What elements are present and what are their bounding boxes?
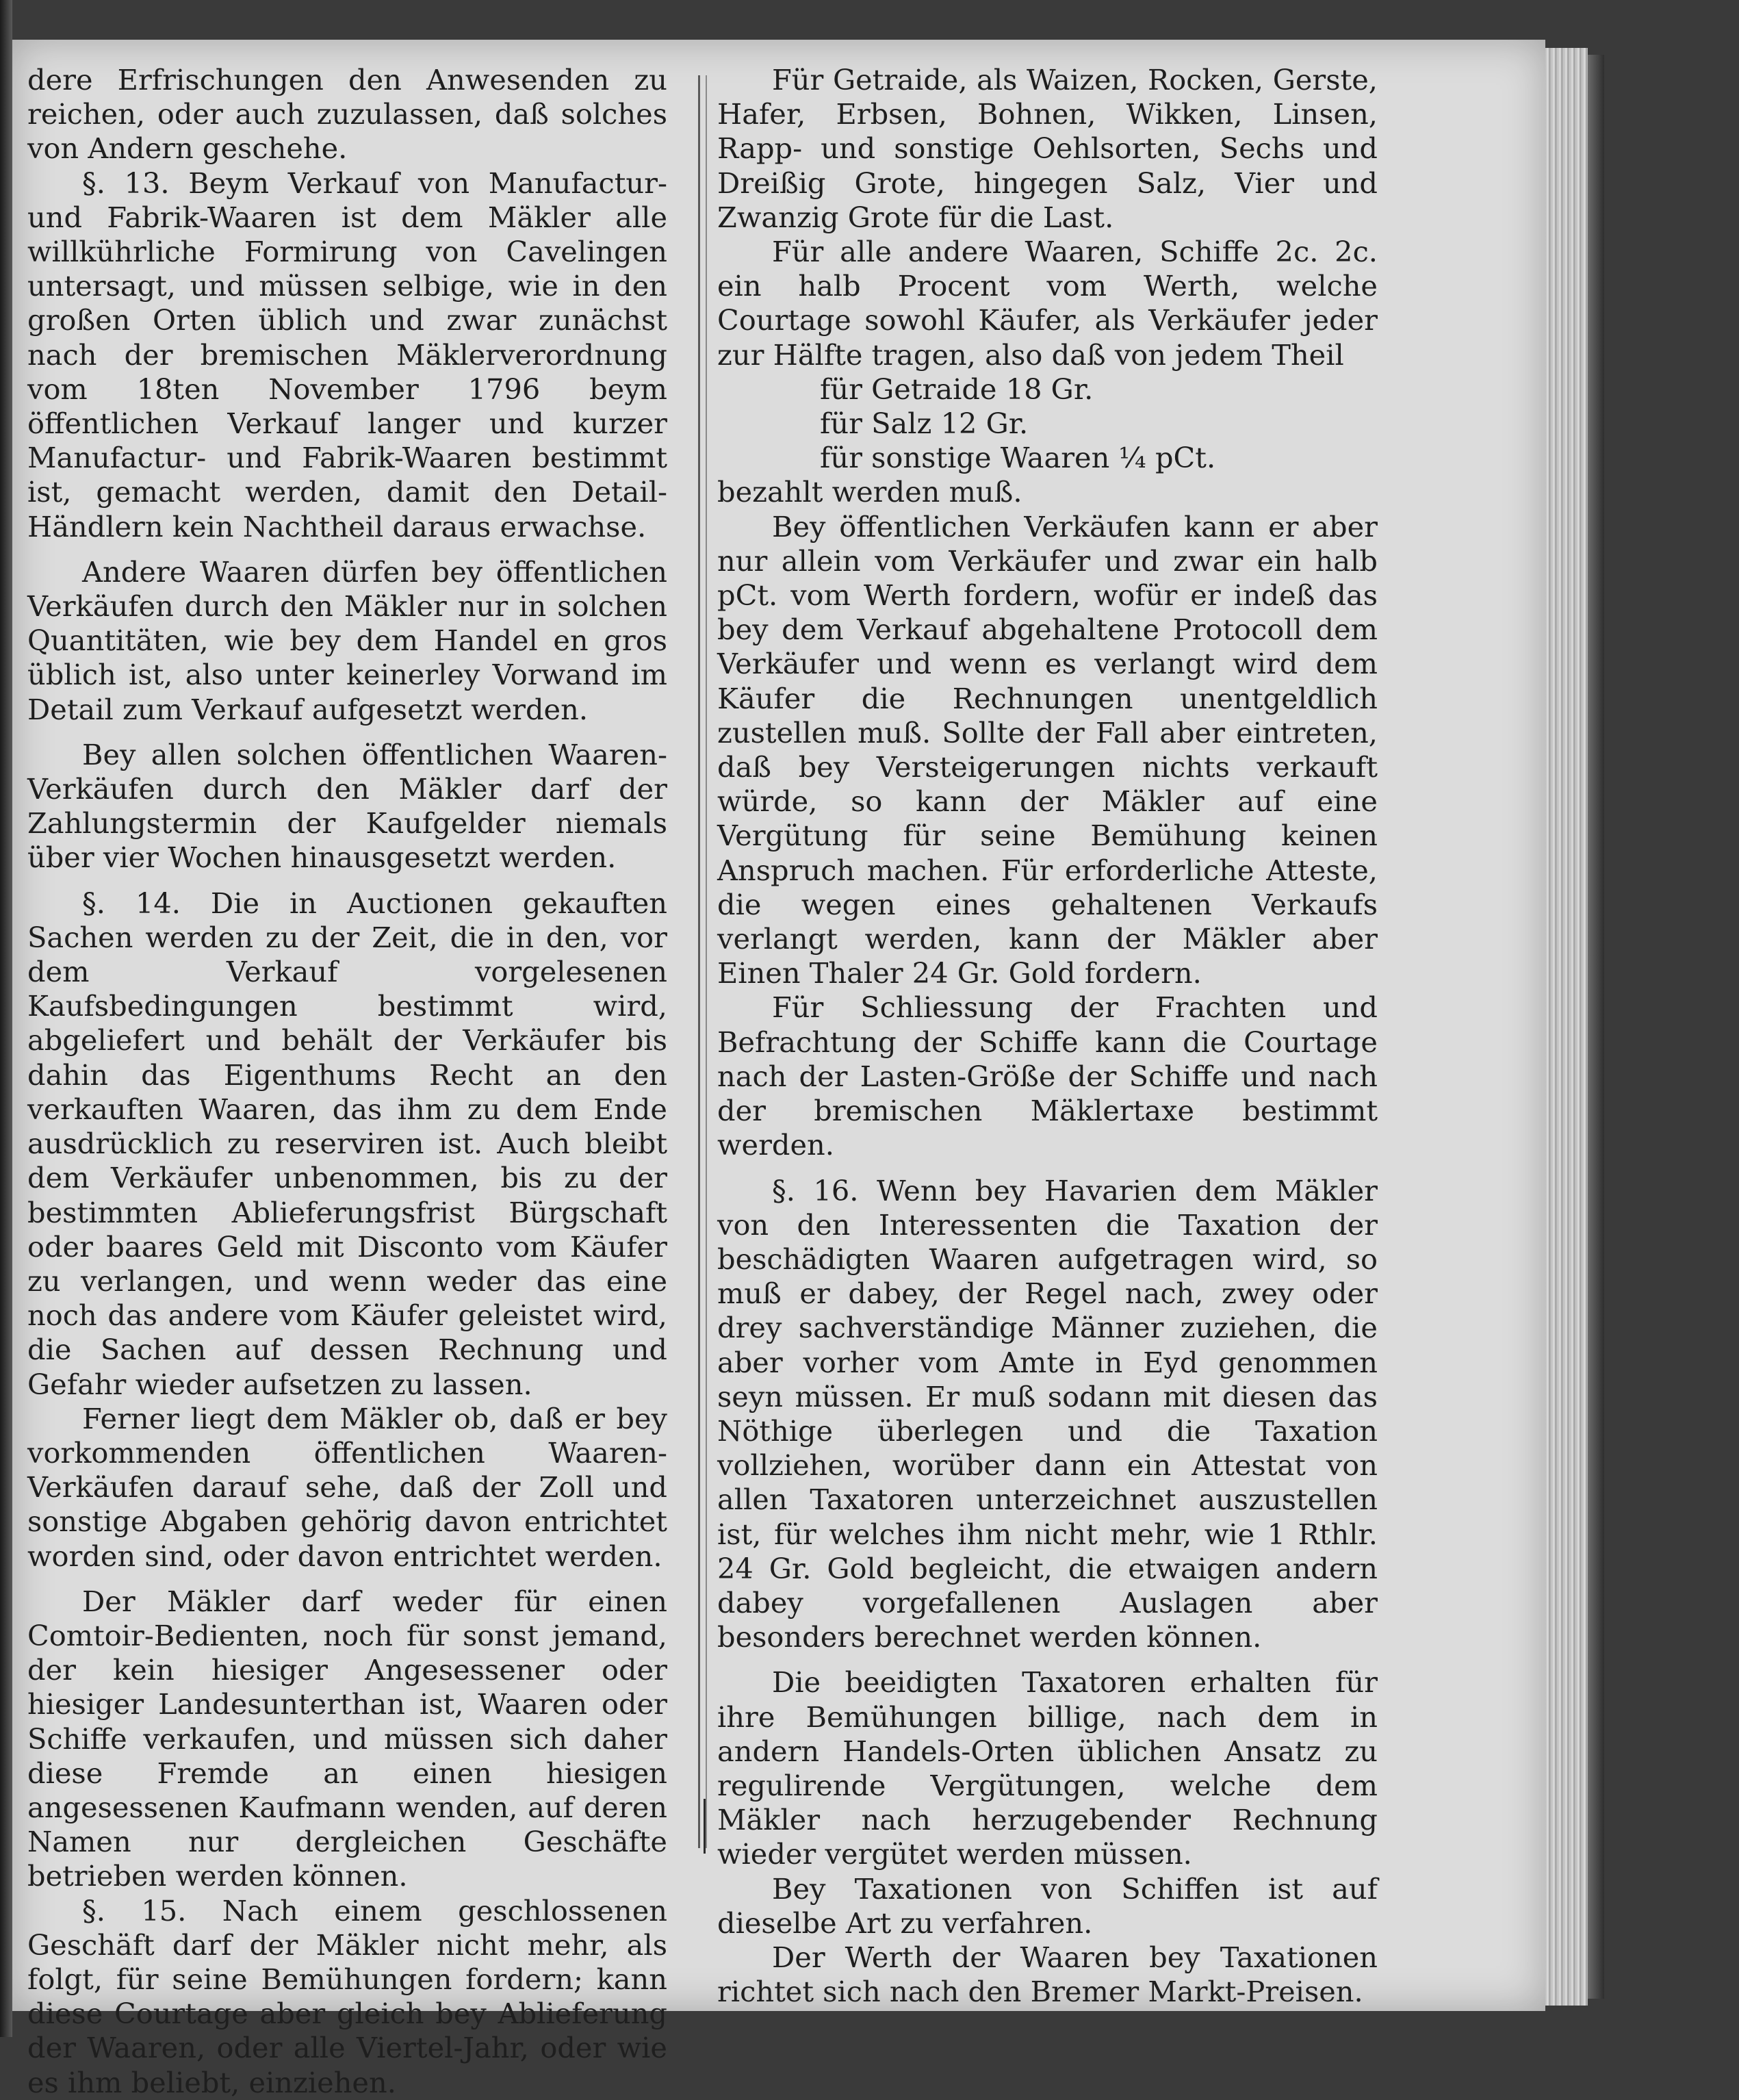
scan-left-edge — [0, 0, 12, 2037]
paragraph: dere Erfrischungen den Anwesenden zu reichen, oder auch zuzulassen, daß solches von Andern geschehe. — [27, 63, 667, 166]
column-divider — [698, 75, 700, 1848]
paragraph: Bey Taxationen von Schiffen ist auf dieselbe Art zu verfahren. — [717, 1871, 1378, 1940]
paragraph: Bey öffentlichen Verkäufen kann er aber nur allein vom Verkäufer und zwar ein halb pCt. vom Werth fordern, wofür er indeß das bey dem Verkauf abgehaltene Protocoll dem Verkäufer und wenn es verlangt wird dem Käufer die Rechnungen unentgeldlich zustellen muß. Sollte der Fall aber eintreten, daß bey Versteigerungen nichts verkauft würde, so kann der Mäkler auf eine Vergütung für seine Bemühung keinen Anspruch machen. Für erforderliche Atteste, die wegen eines gehaltenen Verkaufs verlangt werden, kann der Mäkler aber Einen Thaler 24 Gr. Gold fordern. — [717, 509, 1378, 990]
paragraph: Die beeidigten Taxatoren erhalten für ihre Bemühungen billige, nach dem in andern Handels-Orten üblichen Ansatz zu regulirende Vergütungen, welche dem Mäkler nach herzugebender Rechnung wieder vergütet werden müssen. — [717, 1665, 1378, 1871]
page-stack-edge — [1545, 48, 1588, 2006]
page-stack-shadow — [1588, 55, 1604, 1999]
paragraph: §. 16. Wenn bey Havarien dem Mäkler von den Interessenten die Taxation der beschädigten Waaren aufgetragen wird, so muß er dabey, der Regel nach, zwey oder drey sachverständige Männer zuziehen, die aber vorher vom Amte in Eyd genommen seyn müssen. Er muß sodann mit diesen das Nöthige überlegen und die Taxation vollziehen, worüber dann ein Attestat von allen Taxatoren unterzeichnet auszustellen ist, für welches ihm nicht mehr, wie 1 Rthlr. 24 Gr. Gold begleicht, die etwaigen andern dabey vorgefallenen Auslagen aber besonders berechnet werden können. — [717, 1173, 1378, 1654]
paragraph: für Getraide 18 Gr. — [820, 372, 1094, 406]
paragraph: Für Getraide, als Waizen, Rocken, Gerste, Hafer, Erbsen, Bohnen, Wikken, Linsen, Rapp- und sonstige Oehlsorten, Sechs und Dreißig Grote, hingegen Salz, Vier und Zwanzig Grote für die Last. — [717, 63, 1378, 234]
paragraph: Bey allen solchen öffentlichen Waaren-Verkäufen durch den Mäkler darf der Zahlungstermin der Kaufgelder niemals über vier Wochen hinausgesetzt werden. — [27, 737, 667, 875]
paragraph: bezahlt werden muß. — [717, 475, 1022, 509]
column-divider-secondary — [706, 75, 707, 1848]
paragraph: §. 14. Die in Auctionen gekauften Sachen werden zu der Zeit, die in den, vor dem Verkauf vorgelesenen Kaufsbedingungen bestimmt wird, abgeliefert und behält der Verkäufer bis dahin das Eigenthums Recht an den verkauften Waaren, das ihm zu dem Ende ausdrücklich zu reserviren ist. Auch bleibt dem Verkäufer unbenommen, bis zu der bestimmten Ablieferungsfrist Bürgschaft oder baares Geld mit Disconto vom Käufer zu verlangen, und wenn weder das eine noch das andere vom Käufer geleistet wird, die Sachen auf dessen Rechnung und Gefahr wieder aufsetzen zu lassen. — [27, 886, 667, 1401]
right-text-column — [717, 63, 1378, 2009]
paragraph: Für alle andere Waaren, Schiffe 2c. 2c. ein halb Procent vom Werth, welche Courtage sowohl Käufer, als Verkäufer jeder zur Hälfte tragen, also daß von jedem Theil — [717, 235, 1378, 372]
paragraph: §. 15. Nach einem geschlossenen Geschäft darf der Mäkler nicht mehr, als folgt, für seine Bemühungen fordern; kann diese Courtage aber gleich bey Ablieferung der Waaren, oder alle Viertel-Jahr, oder wie es ihm beliebt, einziehen. — [27, 1893, 667, 2099]
paragraph: §. 13. Beym Verkauf von Manufactur- und Fabrik-Waaren ist dem Mäkler alle willkührliche Formirung von Cavelingen untersagt, und müssen selbige, wie in den großen Orten üblich und zwar zunächst nach der bremischen Mäklerverordnung vom 18ten November 1796 beym öffentlichen Verkauf langer und kurzer Manufactur- und Fabrik-Waaren bestimmt ist, gemacht werden, damit den Detail-Händlern kein Nachtheil daraus erwachse. — [27, 166, 667, 543]
paragraph: für Salz 12 Gr. — [820, 407, 1029, 441]
paragraph: Der Mäkler darf weder für einen Comtoir-Bedienten, noch für sonst jemand, der kein hiesiger Angesessener oder hiesiger Landesunterthan ist, Waaren oder Schiffe verkaufen, und müssen sich daher diese Fremde an einen hiesigen angesessenen Kaufmann wenden, auf deren Namen nur dergleichen Geschäfte betrieben werden können. — [27, 1584, 667, 1893]
paragraph: für sonstige Waaren ¼ pCt. — [820, 441, 1216, 475]
paragraph: Andere Waaren dürfen bey öffentlichen Verkäufen durch den Mäkler nur in solchen Quantitäten, wie bey dem Handel en gros üblich ist, also unter keinerley Vorwand im Detail zum Verkauf aufgesetzt werden. — [27, 554, 667, 726]
left-text-column — [27, 63, 667, 2100]
paragraph: Ferner liegt dem Mäkler ob, daß er bey vorkommenden öffentlichen Waaren-Verkäufen darauf sehe, daß der Zoll und sonstige Abgaben gehörig davon entrichtet worden sind, oder davon entrichtet werden. — [27, 1401, 667, 1573]
paragraph: Für Schliessung der Frachten und Befrachtung der Schiffe kann die Courtage nach der Lasten-Größe der Schiffe und nach der bremischen Mäklertaxe bestimmt werden. — [717, 990, 1378, 1162]
column-divider-mark — [704, 1799, 706, 1854]
paragraph: Der Werth der Waaren bey Taxationen richtet sich nach den Bremer Markt-Preisen. — [717, 1940, 1378, 2009]
